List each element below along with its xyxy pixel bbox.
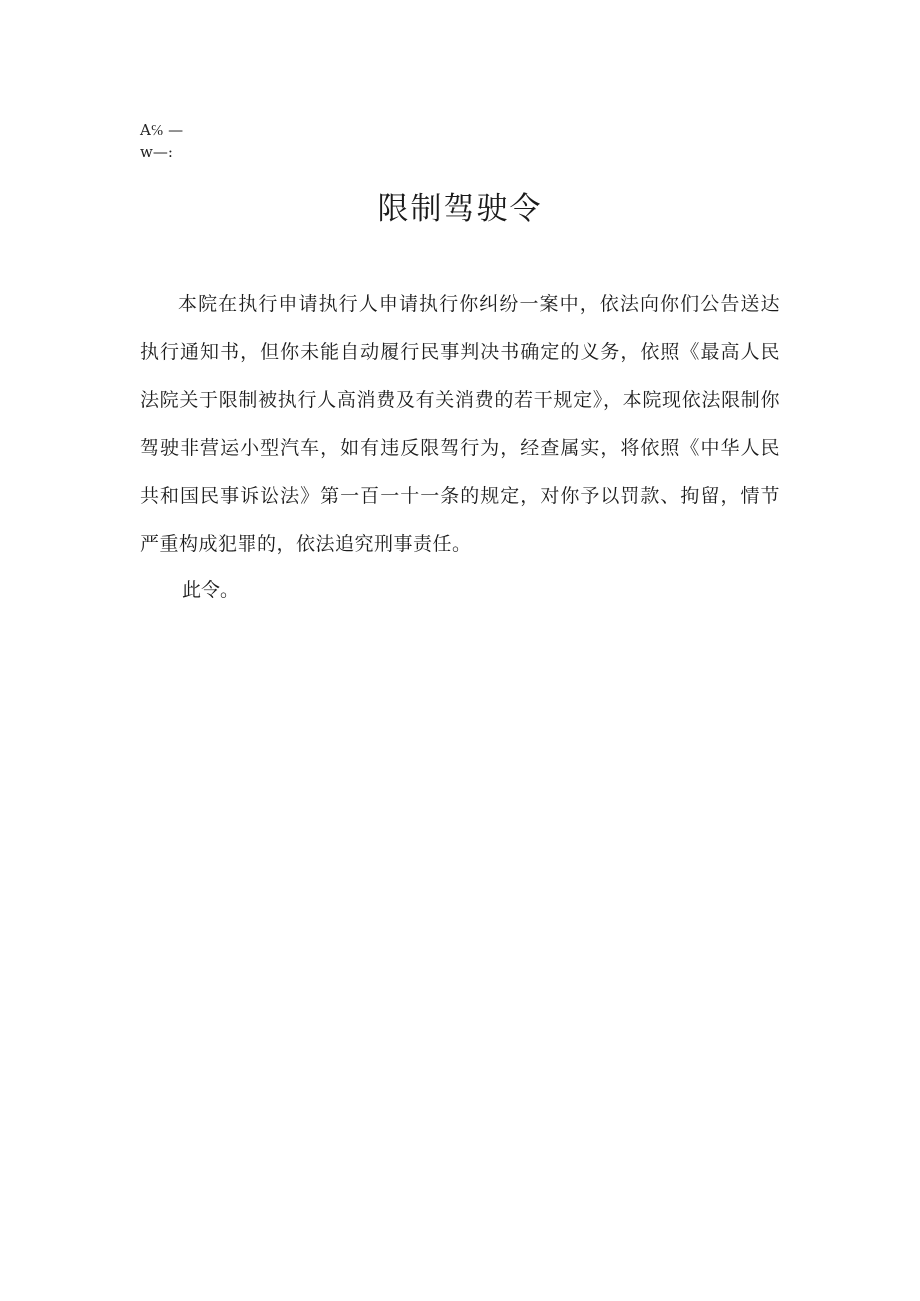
body-paragraph: 本院在执行申请执行人申请执行你纠纷一案中，依法向你们公告送达执行通知书，但你未能自动履行民事判决书确定的义务，依照《最高人民法院关于限制被执行人高消费及有关消费的若干规定》，本院现依法限制你驾驶非营运小型汽车，如有违反限驾行为，经查属实，将依照《中华人民共和国民事诉讼法》第一百一十一条的规定，对你予以罚款、拘留，情节严重构成犯罪的，依法追究刑事责任。 (140, 293, 780, 555)
document-title: 限制驾驶令 (377, 191, 543, 227)
closing-line: 此令。 (182, 579, 240, 601)
header-mark-line-1: A℅ — (140, 121, 184, 139)
document-body (140, 280, 780, 568)
header-mark-line-2: w—: (140, 143, 173, 161)
